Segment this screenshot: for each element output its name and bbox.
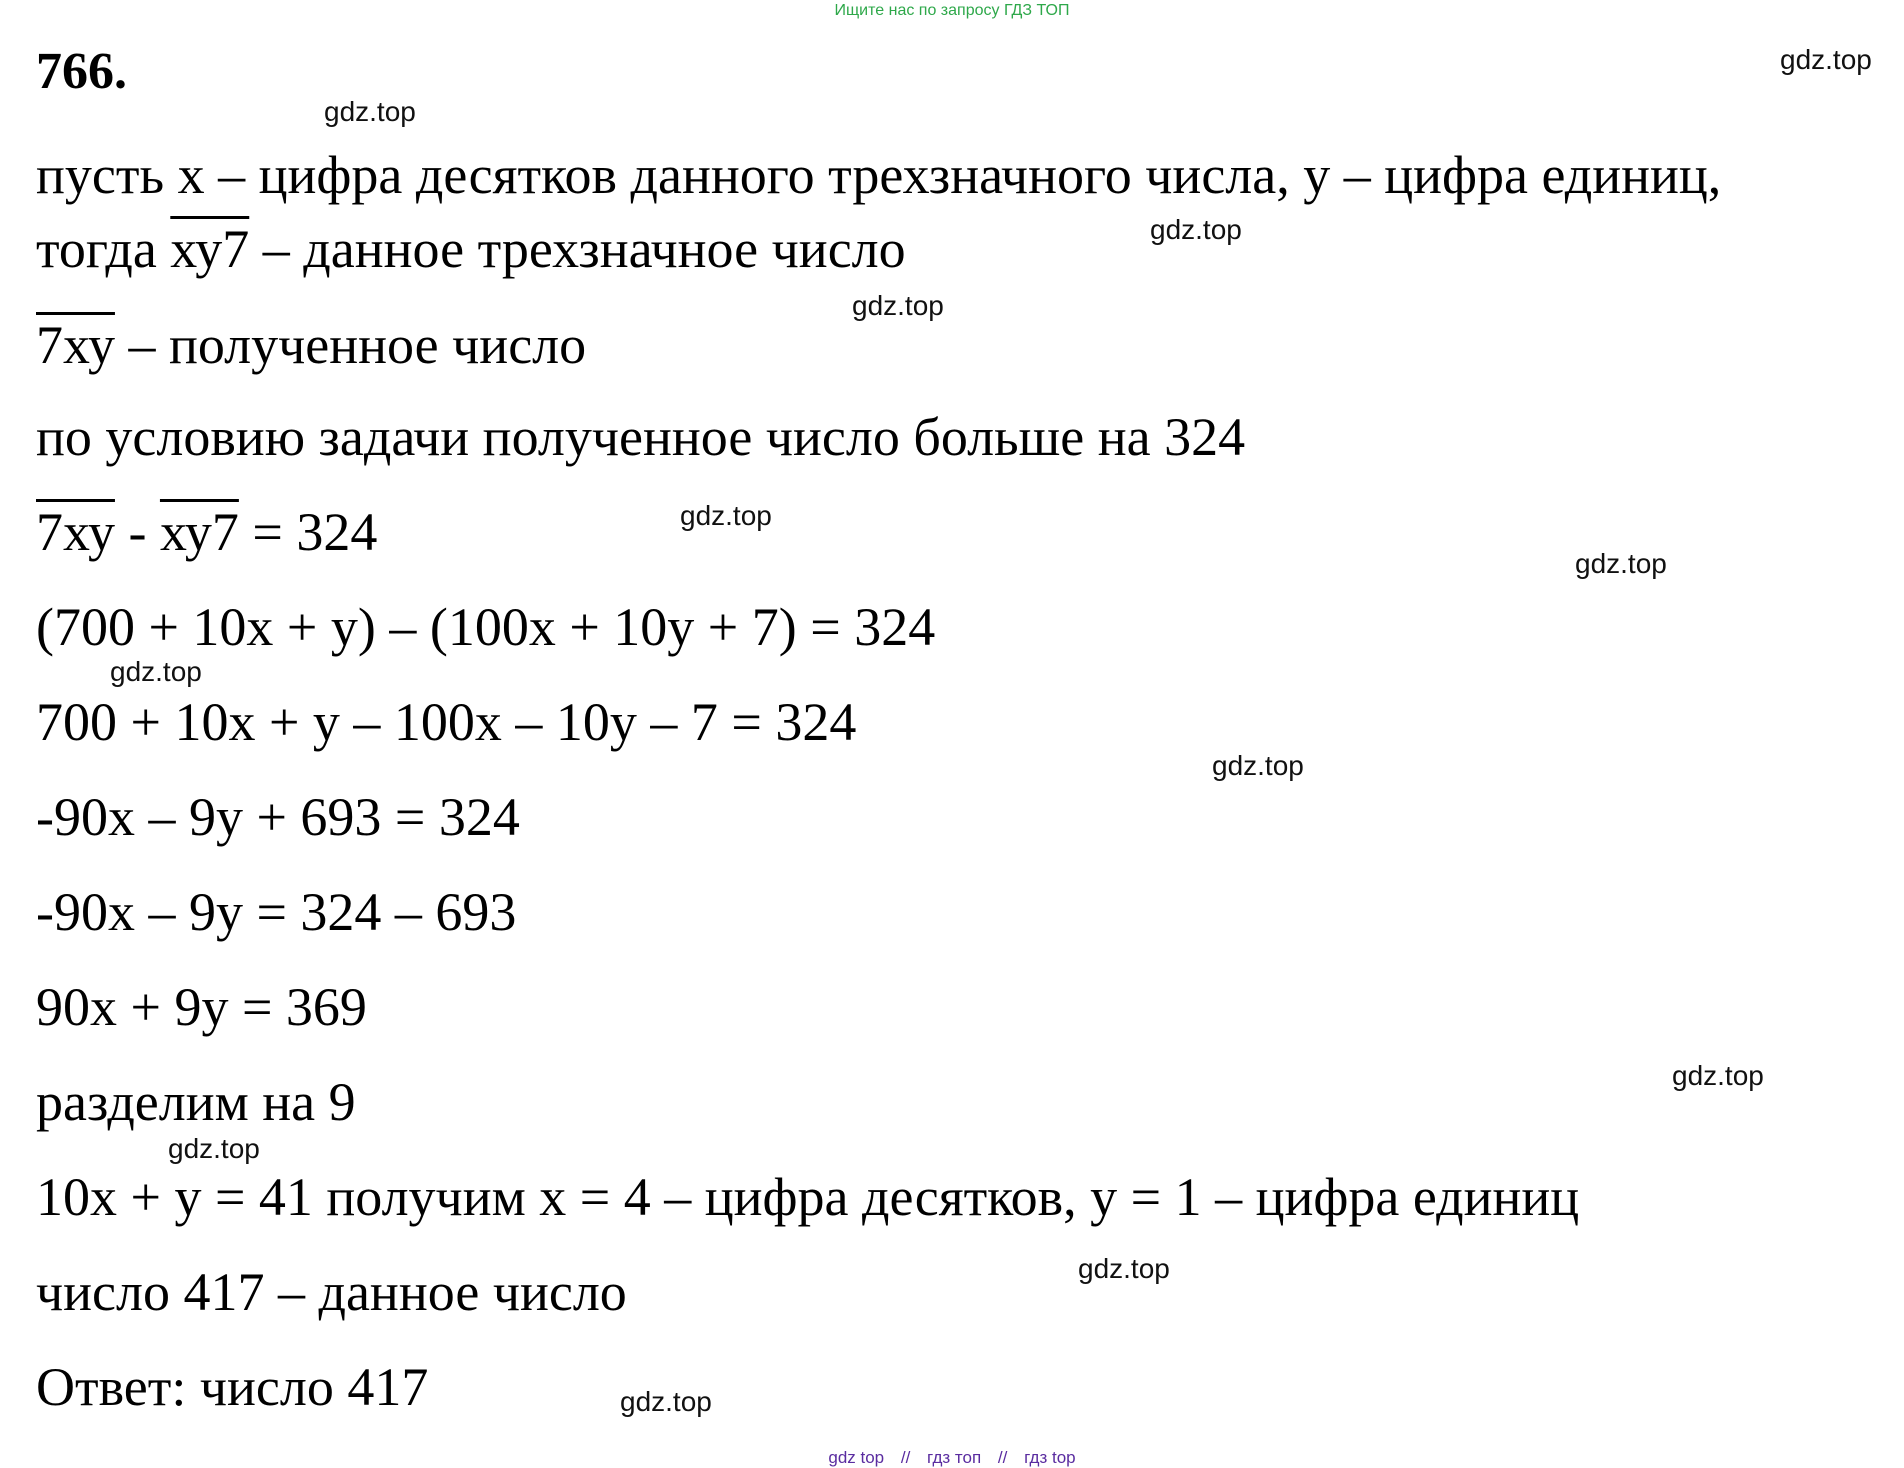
line-4: по условию задачи полученное число больше на 324 <box>36 407 1246 467</box>
number-7xy-2: 7ху <box>36 502 115 562</box>
watermark: gdz.top <box>324 96 416 127</box>
footer-separator: // <box>997 1448 1008 1467</box>
footer-link-gdz-top-mixed[interactable]: гдз top <box>1024 1448 1076 1467</box>
number-xy7: ху7 <box>170 219 250 279</box>
line-5-suffix: = 324 <box>238 502 378 562</box>
line-2-suffix: – данное трехзначное число <box>249 219 906 279</box>
line-1: пусть х – цифра десятков данного трехзначного числа, у – цифра единиц, <box>36 145 1722 205</box>
line-2 <box>36 219 906 279</box>
task-number: 766. <box>36 43 127 100</box>
watermark: gdz.top <box>110 656 202 687</box>
watermark: gdz.top <box>1150 214 1242 245</box>
watermark: gdz.top <box>852 290 944 321</box>
footer-separator: // <box>900 1448 911 1467</box>
footer-link-gdz-top-ru[interactable]: гдз топ <box>927 1448 982 1467</box>
watermark: gdz.top <box>1078 1253 1170 1284</box>
line-12: 10х + у = 41 получим х = 4 – цифра десятков, у = 1 – цифра единиц <box>36 1167 1580 1227</box>
line-13: число 417 – данное число <box>36 1262 627 1322</box>
footer-links <box>0 1448 1904 1468</box>
watermark: gdz.top <box>1672 1060 1764 1091</box>
footer-link-gdz-top[interactable]: gdz top <box>828 1448 885 1467</box>
watermark: gdz.top <box>1212 750 1304 781</box>
line-6: (700 + 10х + у) – (100х + 10у + 7) = 324 <box>36 597 936 657</box>
watermark: gdz.top <box>168 1133 260 1164</box>
watermark: gdz.top <box>1780 44 1872 75</box>
line-7: 700 + 10х + у – 100х – 10у – 7 = 324 <box>36 692 857 752</box>
line-5-minus: - <box>114 502 160 562</box>
line-11: разделим на 9 <box>36 1072 356 1132</box>
number-7xy: 7ху <box>36 315 115 375</box>
ad-banner[interactable]: Ищите нас по запросу ГДЗ ТОП <box>834 2 1070 19</box>
number-xy7-2: ху7 <box>159 502 239 562</box>
watermark: gdz.top <box>620 1386 712 1417</box>
line-10: 90х + 9у = 369 <box>36 977 367 1037</box>
line-2-prefix: тогда <box>36 219 171 279</box>
line-5 <box>36 502 378 562</box>
line-14: Ответ: число 417 <box>36 1357 429 1417</box>
line-3-suffix: – полученное число <box>114 315 587 375</box>
line-9: -90х – 9у = 324 – 693 <box>36 882 517 942</box>
line-8: -90х – 9у + 693 = 324 <box>36 787 520 847</box>
watermark: gdz.top <box>680 500 772 531</box>
line-3 <box>36 315 587 375</box>
watermark: gdz.top <box>1575 548 1667 579</box>
